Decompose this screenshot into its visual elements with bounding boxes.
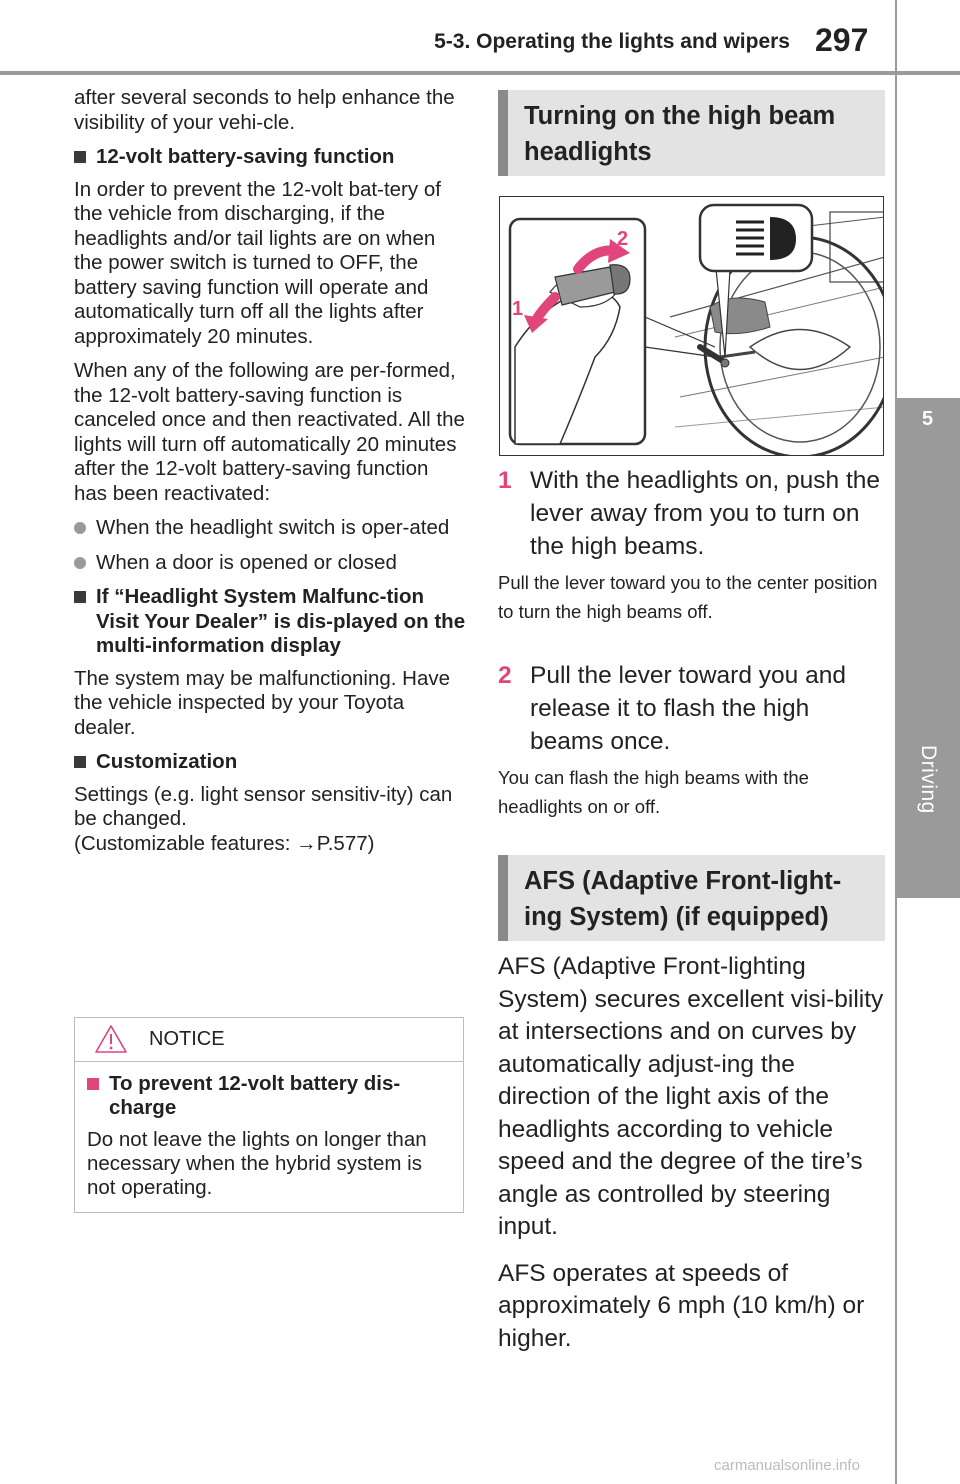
afs-paragraph-2: AFS operates at speeds of approximately 6 mph (10 km/h) or higher. xyxy=(498,1259,865,1352)
square-bullet-icon xyxy=(87,1072,109,1120)
headlight-lever-illustration xyxy=(499,196,884,456)
customization-text xyxy=(74,783,466,857)
battery-bullet xyxy=(74,551,466,576)
battery-bullet-text: When a door is opened or closed xyxy=(96,550,397,574)
square-bullet-icon xyxy=(74,145,96,170)
step-1-note: Pull the lever toward you to the center position to turn the high beams off. xyxy=(498,572,878,622)
afs-paragraph-1: AFS (Adaptive Front-lighting System) secures excellent visi-bility at intersections and on curves by automatically adjust-ing the direction of the light axis of the headlights according to vehicle speed and the degree of the tire’s angle as controlled by steering input. xyxy=(498,953,884,1240)
callout-2-label: 2 xyxy=(617,228,629,250)
left-column xyxy=(74,86,466,866)
malfunction-text: The system may be malfunctioning. Have the vehicle inspected by your Toyota dealer. xyxy=(74,666,450,739)
battery-paragraph-2: When any of the following are per-formed, the 12-volt battery-saving function is canceled once and then reactivated. All the lights will turn off automatically 20 minutes after the 12-volt battery-saving function has been reactivated: xyxy=(74,359,465,505)
step-1 xyxy=(498,464,888,563)
circle-bullet-icon xyxy=(74,551,96,576)
side-chapter-tab xyxy=(895,398,960,898)
lever-diagram-icon xyxy=(500,197,884,456)
side-tab-number: 5 xyxy=(921,408,934,430)
circle-bullet-icon xyxy=(74,516,96,541)
notice-heading xyxy=(87,1072,451,1120)
customization-heading xyxy=(74,750,466,775)
step-1-number: 1 xyxy=(498,467,512,494)
side-tab-label: Driving xyxy=(917,745,940,814)
step-2-number: 2 xyxy=(498,662,512,689)
notice-header xyxy=(75,1018,463,1062)
customization-text-2: (Customizable features: xyxy=(74,831,297,855)
watermark: carmanualsonline.info xyxy=(714,1457,860,1474)
notice-box xyxy=(74,1017,464,1213)
step-2-note: You can flash the high beams with the headlights on or off. xyxy=(498,767,809,817)
notice-text: Do not leave the lights on longer than necessary when the hybrid system is not operating. xyxy=(87,1128,427,1199)
warning-triangle-icon xyxy=(94,1024,128,1054)
customization-text-1: Settings (e.g. light sensor sensitiv-ity) can be changed. xyxy=(74,782,453,830)
battery-heading xyxy=(74,145,466,170)
page-header-title: 5-3. Operating the lights and wipers xyxy=(434,30,790,53)
notice-label: NOTICE xyxy=(149,1028,225,1050)
page-reference-link[interactable]: P.577) xyxy=(316,831,375,855)
notice-body xyxy=(75,1062,463,1200)
square-bullet-icon xyxy=(74,585,96,659)
afs-description xyxy=(498,951,886,1369)
arrow-icon: → xyxy=(296,831,317,855)
notice-heading-text: To prevent 12-volt battery dis-charge xyxy=(109,1072,401,1119)
callout-1-label: 1 xyxy=(512,298,524,320)
page-number: 297 xyxy=(815,22,869,58)
battery-paragraph-1: In order to prevent the 12-volt bat-tery of the vehicle from discharging, if the headlights and/or tail lights are on when the power switch is turned to OFF, the battery saving function will operate and automatically turn off all the lights after approximately 20 minutes. xyxy=(74,177,441,348)
step-2 xyxy=(498,659,888,758)
customization-heading-text: Customization xyxy=(96,750,238,773)
battery-bullet-text: When the headlight switch is oper-ated xyxy=(96,516,450,539)
step-1-text: With the headlights on, push the lever away from you to turn on the high beams. xyxy=(530,467,881,560)
square-bullet-icon xyxy=(74,750,96,775)
step-2-text: Pull the lever toward you and release it to flash the high beams once. xyxy=(530,662,846,755)
intro-text: after several seconds to help enhance the visibility of your vehi-cle. xyxy=(74,86,455,134)
battery-bullet xyxy=(74,516,466,541)
battery-heading-text: 12-volt battery-saving function xyxy=(96,145,395,168)
header-rule xyxy=(0,71,960,75)
high-beam-section-heading xyxy=(498,90,885,176)
high-beam-heading-text: Turning on the high beam headlights xyxy=(524,102,836,166)
afs-heading-text: AFS (Adaptive Front-light-ing System) (if equipped) xyxy=(524,867,842,931)
afs-section-heading xyxy=(498,855,885,941)
malfunction-heading xyxy=(74,585,466,659)
malfunction-heading-text: If “Headlight System Malfunc-tion Visit Your Dealer” is dis-played on the multi-information display xyxy=(96,585,466,657)
